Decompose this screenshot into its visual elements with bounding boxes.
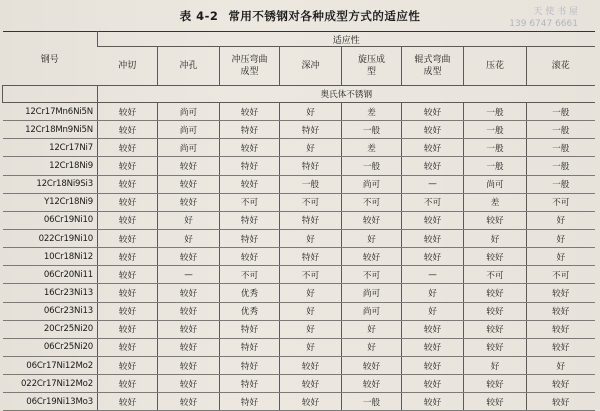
- header-col: 冲切: [98, 47, 158, 86]
- rating-cell: 不可: [342, 266, 402, 284]
- rating-cell: 较好: [98, 248, 158, 266]
- rating-cell: 差: [342, 103, 402, 121]
- rating-cell: 尚可: [342, 175, 402, 193]
- rating-cell: 特好: [280, 121, 342, 139]
- table-row: [3, 229, 595, 247]
- rating-cell: 好: [280, 229, 342, 247]
- rating-cell: 差: [342, 139, 402, 157]
- table-row: [3, 193, 595, 211]
- rating-cell: 好: [527, 229, 595, 247]
- grade-cell: 12Cr18Ni9Si3: [3, 175, 98, 193]
- rating-cell: 较好: [98, 229, 158, 247]
- grade-cell: 06Cr19Ni10: [3, 211, 98, 229]
- rating-cell: 一般: [527, 121, 595, 139]
- table-row: [3, 393, 595, 411]
- rating-cell: 较好: [402, 229, 464, 247]
- rating-cell: 不可: [220, 193, 280, 211]
- header-col: 压花: [464, 47, 527, 86]
- grade-cell: Y12Cr18Ni9: [3, 193, 98, 211]
- rating-cell: 一般: [464, 103, 527, 121]
- rating-cell: 较好: [342, 356, 402, 374]
- rating-cell: 不可: [527, 266, 595, 284]
- rating-cell: 较好: [98, 139, 158, 157]
- grade-cell: 06Cr17Ni12Mo2: [3, 356, 98, 374]
- rating-cell: 尚可: [158, 103, 220, 121]
- rating-cell: 较好: [98, 211, 158, 229]
- rating-cell: 尚可: [342, 302, 402, 320]
- rating-cell: 较好: [98, 121, 158, 139]
- rating-cell: 较好: [464, 320, 527, 338]
- rating-cell: 好: [280, 103, 342, 121]
- rating-cell: 较好: [158, 302, 220, 320]
- rating-cell: 好: [158, 229, 220, 247]
- rating-cell: 较好: [98, 320, 158, 338]
- table-number: 表 4-2: [179, 9, 219, 23]
- rating-cell: —: [158, 266, 220, 284]
- header-col: 滚花: [527, 47, 595, 86]
- rating-cell: 较好: [98, 157, 158, 175]
- suitability-table: [2, 31, 595, 411]
- header-group: 适应性: [98, 32, 595, 47]
- rating-cell: 较好: [220, 139, 280, 157]
- rating-cell: 好: [464, 229, 527, 247]
- rating-cell: 好: [402, 302, 464, 320]
- rating-cell: 特好: [220, 375, 280, 393]
- rating-cell: 较好: [280, 393, 342, 411]
- rating-cell: 较好: [402, 356, 464, 374]
- rating-cell: 好: [342, 229, 402, 247]
- rating-cell: 较好: [402, 338, 464, 356]
- header-col: 深冲: [280, 47, 342, 86]
- section-label: 奥氏体不锈钢: [98, 86, 595, 103]
- table-row: [3, 248, 595, 266]
- table-row: [3, 157, 595, 175]
- rating-cell: 较好: [402, 375, 464, 393]
- rating-cell: 较好: [402, 103, 464, 121]
- table-row: [3, 139, 595, 157]
- rating-cell: 不可: [280, 193, 342, 211]
- rating-cell: —: [402, 266, 464, 284]
- rating-cell: 较好: [98, 175, 158, 193]
- table-row: [3, 320, 595, 338]
- rating-cell: 较好: [402, 211, 464, 229]
- rating-cell: 特好: [280, 211, 342, 229]
- rating-cell: 较好: [98, 103, 158, 121]
- grade-cell: 06Cr19Ni13Mo3: [3, 393, 98, 411]
- rating-cell: 较好: [464, 211, 527, 229]
- header-col: 辊式弯曲成型: [402, 47, 464, 86]
- rating-cell: 不可: [280, 266, 342, 284]
- rating-cell: 较好: [98, 284, 158, 302]
- rating-cell: 较好: [158, 284, 220, 302]
- section-spacer: [3, 86, 98, 103]
- rating-cell: 特好: [220, 320, 280, 338]
- grade-cell: 06Cr20Ni11: [3, 266, 98, 284]
- rating-cell: 较好: [220, 175, 280, 193]
- header-grade: 钢号: [3, 32, 98, 86]
- rating-cell: 较好: [464, 284, 527, 302]
- rating-cell: 不可: [464, 266, 527, 284]
- table-row: [3, 103, 595, 121]
- rating-cell: 一般: [342, 393, 402, 411]
- grade-cell: 06Cr25Ni20: [3, 338, 98, 356]
- header-col: 旋压成型: [342, 47, 402, 86]
- rating-cell: 较好: [342, 248, 402, 266]
- rating-cell: 一般: [527, 103, 595, 121]
- grade-cell: 10Cr18Ni12: [3, 248, 98, 266]
- rating-cell: 较好: [402, 121, 464, 139]
- rating-cell: 特好: [280, 157, 342, 175]
- rating-cell: 不可: [342, 193, 402, 211]
- rating-cell: 特好: [220, 121, 280, 139]
- header-col: 冲孔: [158, 47, 220, 86]
- grade-cell: 022Cr19Ni10: [3, 229, 98, 247]
- rating-cell: 一般: [464, 157, 527, 175]
- rating-cell: 尚可: [464, 175, 527, 193]
- rating-cell: 较好: [158, 375, 220, 393]
- rating-cell: 优秀: [220, 302, 280, 320]
- rating-cell: 一般: [342, 121, 402, 139]
- rating-cell: 好: [527, 248, 595, 266]
- rating-cell: 一般: [527, 175, 595, 193]
- watermark-stamp: 天 使 书 屋 139 6747 6661: [509, 7, 578, 29]
- table-row: [3, 375, 595, 393]
- table-row: [3, 175, 595, 193]
- rating-cell: 较好: [158, 338, 220, 356]
- rating-cell: 一般: [464, 121, 527, 139]
- rating-cell: 较好: [98, 338, 158, 356]
- table-row: [3, 266, 595, 284]
- header-col: 冲压弯曲成型: [220, 47, 280, 86]
- rating-cell: 较好: [527, 302, 595, 320]
- rating-cell: 好: [280, 338, 342, 356]
- rating-cell: 较好: [98, 266, 158, 284]
- grade-cell: 12Cr18Ni9: [3, 157, 98, 175]
- rating-cell: 较好: [402, 248, 464, 266]
- rating-cell: 较好: [98, 375, 158, 393]
- rating-cell: 较好: [527, 338, 595, 356]
- rating-cell: 一般: [342, 157, 402, 175]
- rating-cell: 较好: [220, 103, 280, 121]
- rating-cell: 较好: [280, 375, 342, 393]
- rating-cell: 较好: [464, 393, 527, 411]
- table-row: [3, 302, 595, 320]
- rating-cell: 较好: [158, 248, 220, 266]
- rating-cell: 较好: [464, 302, 527, 320]
- grade-cell: 12Cr17Ni7: [3, 139, 98, 157]
- rating-cell: 好: [527, 356, 595, 374]
- rating-cell: 特好: [280, 248, 342, 266]
- rating-cell: 不可: [527, 193, 595, 211]
- rating-cell: 特好: [220, 356, 280, 374]
- rating-cell: 一般: [464, 139, 527, 157]
- table-row: [3, 211, 595, 229]
- rating-cell: 不可: [220, 266, 280, 284]
- rating-cell: 较好: [158, 393, 220, 411]
- rating-cell: 较好: [464, 338, 527, 356]
- grade-cell: 06Cr23Ni13: [3, 302, 98, 320]
- rating-cell: 较好: [342, 211, 402, 229]
- rating-cell: 较好: [158, 175, 220, 193]
- rating-cell: 较好: [527, 284, 595, 302]
- table-row: [3, 284, 595, 302]
- rating-cell: 较好: [527, 320, 595, 338]
- rating-cell: 好: [280, 284, 342, 302]
- rating-cell: 好: [342, 338, 402, 356]
- rating-cell: 较好: [464, 248, 527, 266]
- rating-cell: 较好: [158, 157, 220, 175]
- grade-cell: 16Cr23Ni13: [3, 284, 98, 302]
- rating-cell: —: [402, 175, 464, 193]
- rating-cell: 差: [464, 193, 527, 211]
- rating-cell: 好: [280, 139, 342, 157]
- rating-cell: 较好: [98, 356, 158, 374]
- grade-cell: 022Cr17Ni12Mo2: [3, 375, 98, 393]
- rating-cell: 好: [402, 284, 464, 302]
- rating-cell: 较好: [527, 375, 595, 393]
- rating-cell: 特好: [220, 211, 280, 229]
- rating-cell: 尚可: [158, 121, 220, 139]
- grade-cell: 12Cr18Mn9Ni5N: [3, 121, 98, 139]
- rating-cell: 较好: [402, 139, 464, 157]
- rating-cell: 尚可: [342, 284, 402, 302]
- rating-cell: 尚可: [158, 139, 220, 157]
- rating-cell: 一般: [280, 175, 342, 193]
- rating-cell: 较好: [280, 356, 342, 374]
- rating-cell: 较好: [402, 393, 464, 411]
- rating-cell: 较好: [464, 375, 527, 393]
- rating-cell: 特好: [220, 229, 280, 247]
- rating-cell: 较好: [98, 193, 158, 211]
- rating-cell: 好: [158, 211, 220, 229]
- table-row: [3, 356, 595, 374]
- rating-cell: 较好: [342, 375, 402, 393]
- rating-cell: 一般: [527, 139, 595, 157]
- rating-cell: 较好: [220, 248, 280, 266]
- rating-cell: 好: [464, 356, 527, 374]
- table-title: 常用不锈钢对各种成型方式的适应性: [228, 9, 421, 23]
- rating-cell: 好: [527, 211, 595, 229]
- grade-cell: 20Cr25Ni20: [3, 320, 98, 338]
- rating-cell: 较好: [158, 193, 220, 211]
- rating-cell: 特好: [220, 338, 280, 356]
- rating-cell: 一般: [527, 157, 595, 175]
- rating-cell: 好: [342, 320, 402, 338]
- rating-cell: 特好: [220, 393, 280, 411]
- rating-cell: 优秀: [220, 284, 280, 302]
- rating-cell: 较好: [158, 320, 220, 338]
- rating-cell: 不可: [402, 193, 464, 211]
- rating-cell: 特好: [220, 157, 280, 175]
- table-row: [3, 338, 595, 356]
- table-row: [3, 121, 595, 139]
- rating-cell: 较好: [98, 302, 158, 320]
- rating-cell: 较好: [158, 356, 220, 374]
- rating-cell: 较好: [98, 393, 158, 411]
- rating-cell: 较好: [402, 157, 464, 175]
- rating-cell: 好: [280, 320, 342, 338]
- grade-cell: 12Cr17Mn6Ni5N: [3, 103, 98, 121]
- rating-cell: 好: [280, 302, 342, 320]
- rating-cell: 较好: [402, 320, 464, 338]
- rating-cell: 较好: [527, 393, 595, 411]
